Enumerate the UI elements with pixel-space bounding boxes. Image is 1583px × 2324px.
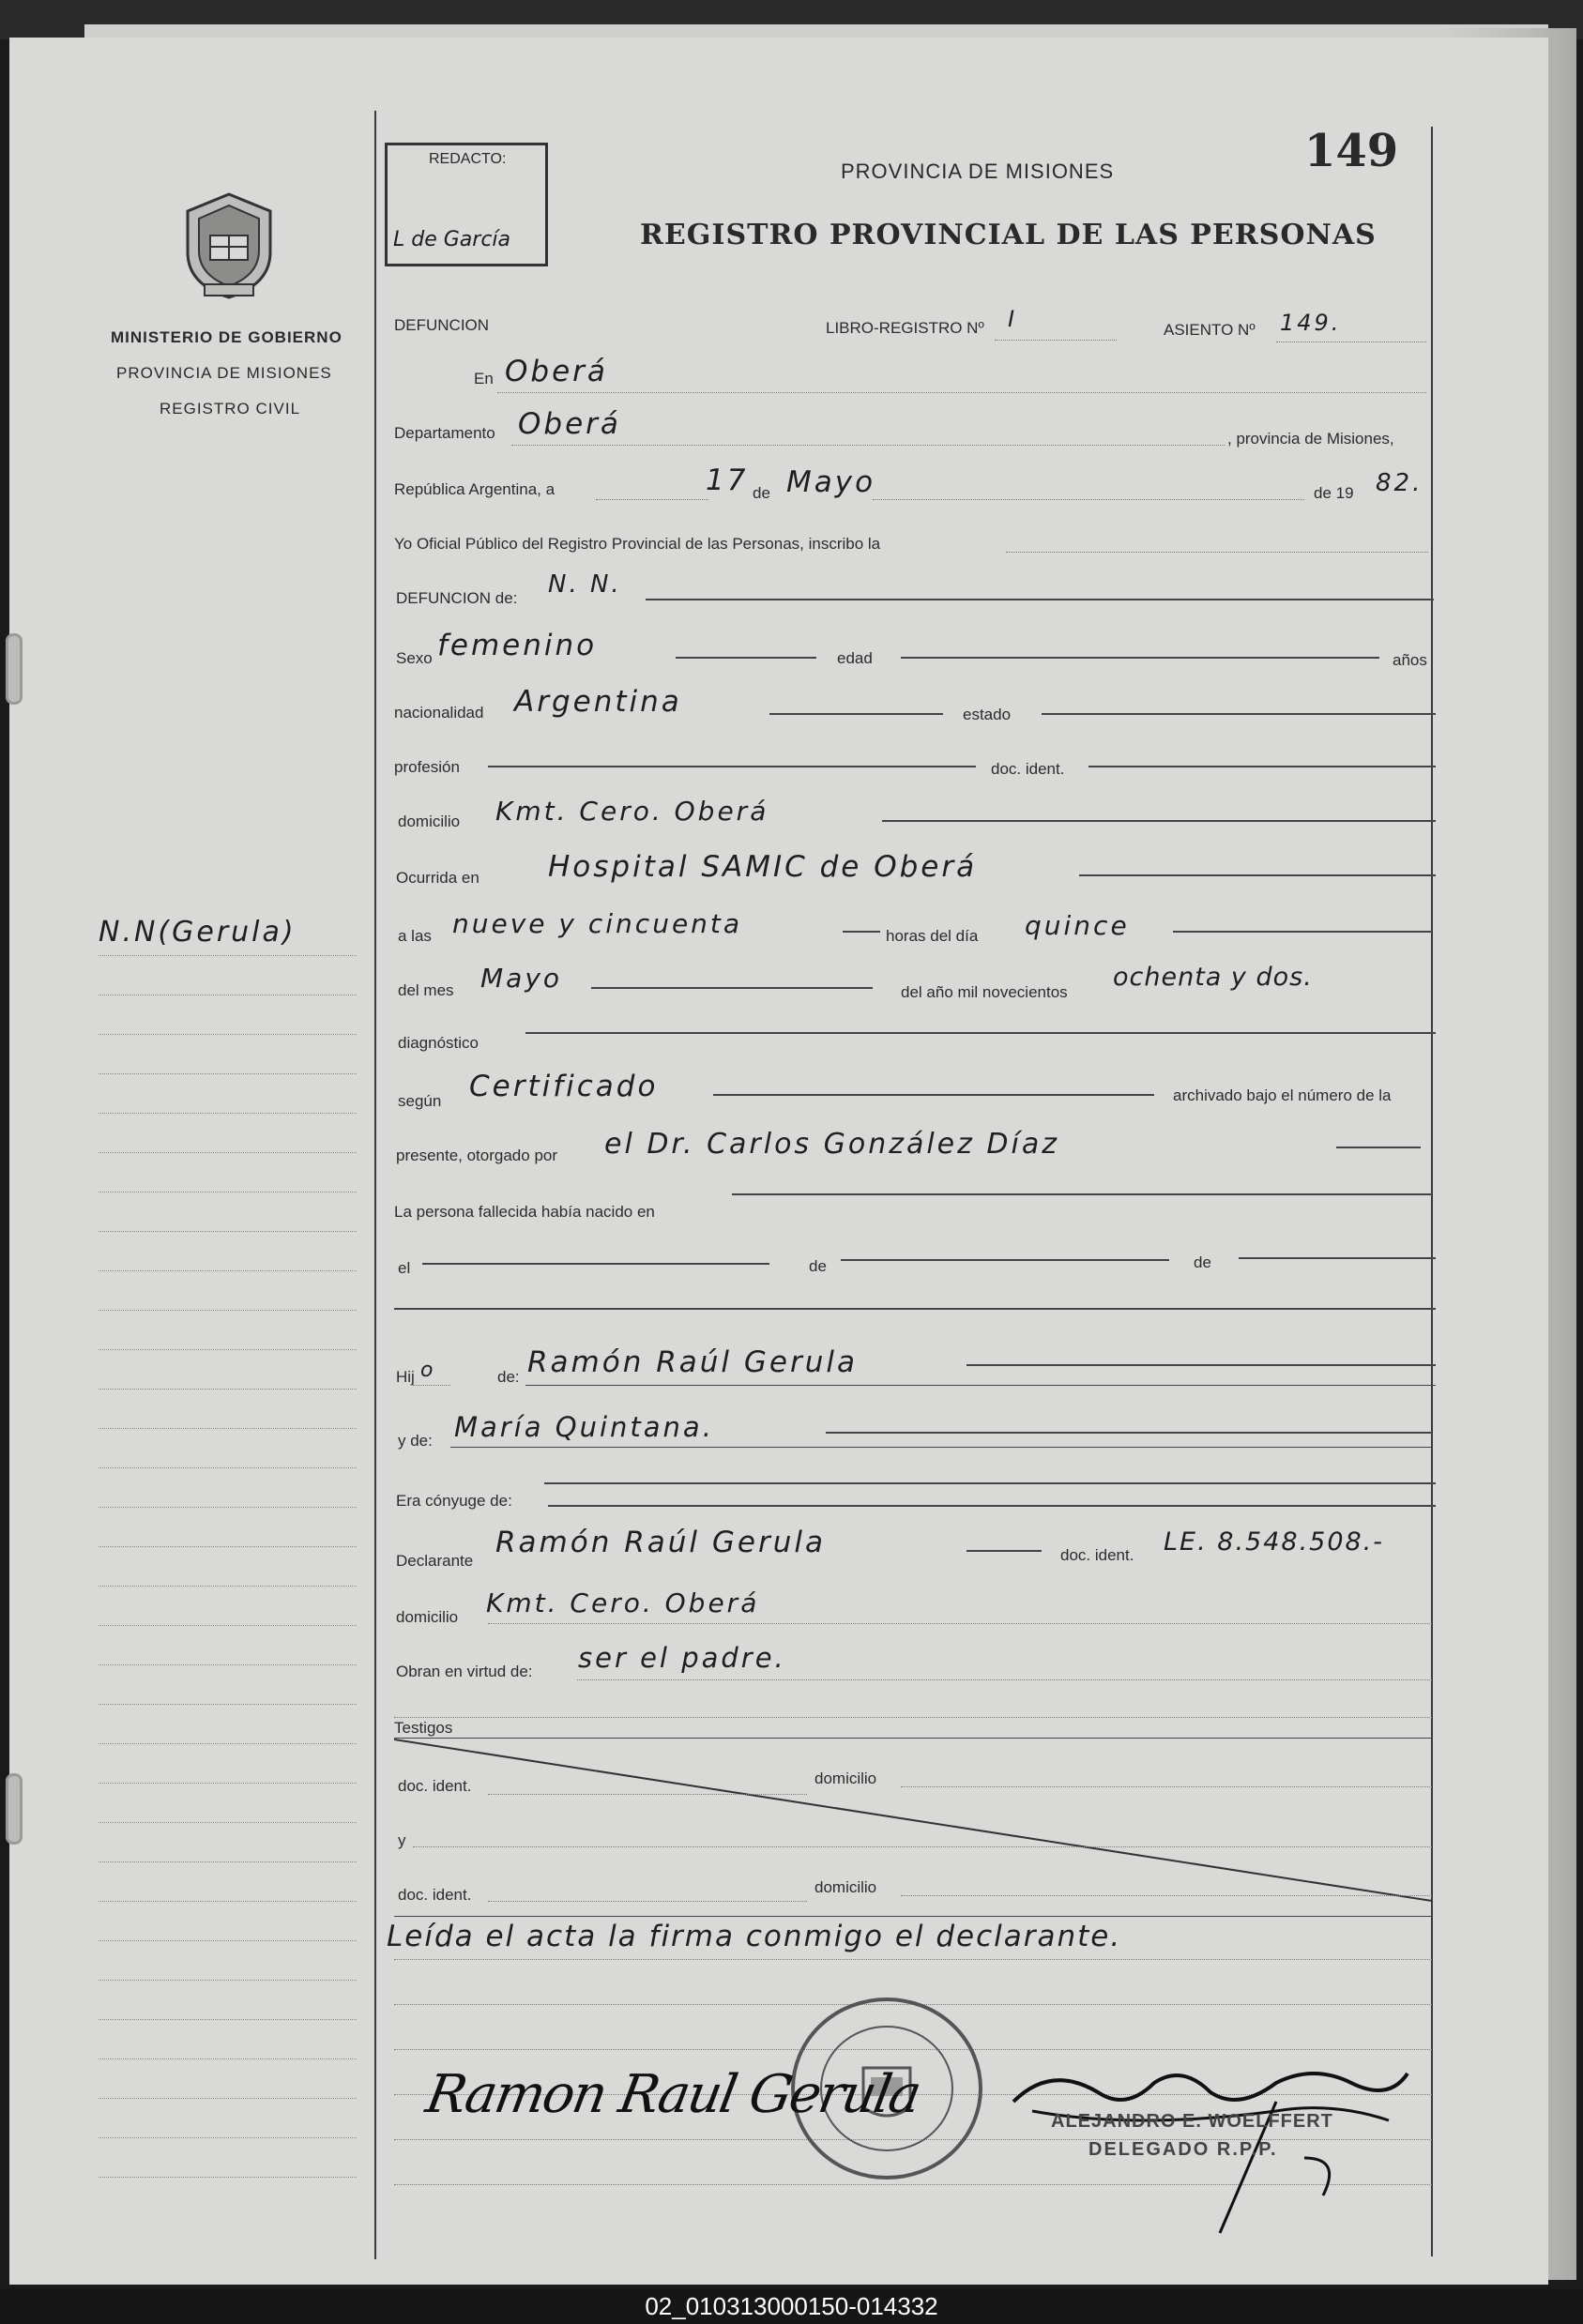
margin-line (99, 1507, 357, 1508)
mes-value: Mayo (786, 465, 876, 499)
field-line (596, 499, 708, 500)
margin-line (99, 2177, 357, 2178)
libro-value: I (1008, 306, 1018, 332)
defuncion-de-label: DEFUNCION de: (396, 589, 518, 607)
page-number: 149 (1304, 125, 1399, 177)
del-anio-value: ochenta y dos. (1113, 963, 1313, 992)
closing-text: Leída el acta la firma conmigo el declarante. (387, 1920, 1122, 1953)
margin-line (99, 1901, 357, 1902)
oficial-text: Yo Oficial Público del Registro Provincial de las Personas, inscribo la (394, 535, 881, 553)
field-line (488, 766, 976, 767)
a-las-label: a las (398, 927, 432, 945)
en-label: En (474, 370, 494, 387)
field-line (488, 1623, 1432, 1624)
field-line (1173, 931, 1432, 933)
presente-label: presente, otorgado por (396, 1147, 558, 1164)
decl-domicilio-label: domicilio (396, 1608, 459, 1626)
redacto-box (385, 143, 548, 266)
field-line (413, 1385, 450, 1386)
margin-line (99, 1270, 357, 1271)
margin-line (99, 1310, 357, 1311)
domicilio-label: domicilio (398, 813, 461, 830)
field-line (422, 1263, 769, 1265)
field-line (1336, 1147, 1421, 1148)
archivado-label: archivado bajo el número de la (1173, 1086, 1392, 1104)
field-line (882, 820, 1436, 822)
margin-line (99, 1389, 357, 1390)
margin-line (99, 1231, 357, 1232)
field-line (843, 931, 880, 933)
declarante-label: Declarante (396, 1552, 474, 1570)
redacto-label: REDACTO: (429, 151, 507, 167)
margin-line (99, 1349, 357, 1350)
edad-label: edad (837, 649, 873, 667)
profesion-label: profesión (394, 758, 460, 776)
declarante-signature: Ramon Raul Gerula (421, 2064, 924, 2125)
horas-value: quince (1025, 910, 1130, 941)
provincia-suffix: , provincia de Misiones, (1227, 430, 1394, 448)
field-line (873, 499, 1304, 500)
del-anio-label: del año mil novecientos (901, 983, 1068, 1001)
field-line (488, 1901, 807, 1902)
registry-heading: REGISTRO PROVINCIAL DE LAS PERSONAS (640, 219, 1377, 251)
y-de-value: María Quintana. (454, 1411, 714, 1443)
form-left-border (374, 111, 376, 2259)
field-line (995, 340, 1117, 341)
de-a-label: de (809, 1257, 827, 1275)
del-mes-value: Mayo (480, 963, 563, 994)
segun-value: Certificado (469, 1070, 659, 1103)
dia-value: 17 (706, 463, 749, 497)
sexo-label: Sexo (396, 649, 433, 667)
margin-line (99, 1783, 357, 1784)
t-dom1-label: domicilio (814, 1770, 877, 1787)
horas-label: horas del día (886, 927, 979, 945)
field-line (511, 445, 1225, 446)
coat-of-arms-icon (176, 190, 282, 301)
margin-line (99, 1546, 357, 1547)
declarante-doc-label: doc. ident. (1060, 1546, 1134, 1564)
estado-label: estado (963, 706, 1012, 723)
field-line (646, 599, 1434, 600)
field-line (967, 1550, 1042, 1552)
margin-line (99, 1743, 357, 1744)
nacionalidad-value: Argentina (514, 685, 682, 719)
margin-line (99, 2098, 357, 2099)
ocurrida-value: Hospital SAMIC de Oberá (548, 850, 978, 884)
margin-note: N.N(Gerula) (99, 916, 297, 949)
field-line (1239, 1257, 1436, 1259)
departamento-value: Oberá (518, 407, 621, 441)
conyuge-label: Era cónyuge de: (396, 1492, 512, 1510)
field-line (525, 1385, 1436, 1386)
margin-line (99, 1586, 357, 1587)
domicilio-value: Kmt. Cero. Oberá (495, 796, 769, 827)
field-line (1088, 766, 1436, 767)
t-doc1-label: doc. ident. (398, 1777, 472, 1795)
anios-label: años (1393, 651, 1427, 669)
registry-label: REGISTRO CIVIL (160, 400, 301, 418)
asiento-label: ASIENTO Nº (1164, 321, 1256, 339)
de-label: de (753, 484, 770, 502)
defuncion-label: DEFUNCION (394, 316, 490, 334)
hijo-value: Ramón Raúl Gerula (527, 1345, 858, 1379)
hijo-de-label: de: (497, 1368, 520, 1386)
margin-line (99, 1940, 357, 1941)
margin-line (99, 1073, 357, 1074)
testigos-label: Testigos (394, 1719, 453, 1737)
margin-line (99, 1152, 357, 1153)
margin-line (99, 1664, 357, 1665)
redacto-value: L de García (393, 228, 511, 251)
field-line (841, 1259, 1169, 1261)
declarante-doc-value: LE. 8.548.508.- (1164, 1527, 1385, 1557)
binder-ring (0, 633, 21, 699)
t-doc2-label: doc. ident. (398, 1886, 472, 1904)
field-line (1006, 552, 1428, 553)
nacido-label: La persona fallecida había nacido en (394, 1203, 655, 1221)
del-mes-label: del mes (398, 981, 454, 999)
margin-line (99, 2137, 357, 2138)
margin-line (99, 1822, 357, 1823)
de-b-label: de (1194, 1253, 1211, 1271)
official-role: DELEGADO R.P.P. (1088, 2139, 1278, 2160)
presente-value: el Dr. Carlos González Díaz (604, 1128, 1059, 1161)
field-line (901, 1786, 1432, 1787)
field-line (676, 657, 816, 659)
field-line (544, 1482, 1436, 1484)
field-line (394, 1916, 1432, 1917)
field-line (394, 1959, 1432, 1960)
libro-label: LIBRO-REGISTRO Nº (826, 319, 984, 337)
field-line (713, 1094, 1154, 1096)
field-line (488, 1794, 807, 1795)
ministry-label: MINISTERIO DE GOBIERNO (111, 328, 342, 346)
field-line (497, 392, 1426, 393)
field-line (394, 1717, 1432, 1718)
form-right-border (1431, 127, 1433, 2256)
departamento-label: Departamento (394, 424, 495, 442)
republica-label: República Argentina, a (394, 480, 556, 498)
margin-line (99, 1428, 357, 1429)
field-line (577, 1679, 1432, 1680)
ocurrida-label: Ocurrida en (396, 869, 479, 887)
province-heading: PROVINCIA DE MISIONES (841, 159, 1115, 183)
margin-line (99, 1980, 357, 1981)
field-line (967, 1364, 1436, 1366)
image-id: 02_010313000150-014332 (0, 2289, 1583, 2324)
diagnostico-label: diagnóstico (398, 1034, 479, 1052)
field-line (548, 1505, 1436, 1507)
field-line (901, 1895, 1432, 1896)
segun-label: según (398, 1092, 442, 1110)
field-line (394, 1308, 1436, 1310)
field-line (769, 713, 943, 715)
margin-line (99, 1034, 357, 1035)
anio-value: 82. (1376, 469, 1423, 497)
a-las-value: nueve y cincuenta (452, 908, 743, 939)
doc-ident-label: doc. ident. (991, 760, 1065, 778)
de-19-label: de 19 (1314, 484, 1354, 502)
obran-label: Obran en virtud de: (396, 1663, 533, 1680)
en-value: Oberá (505, 355, 608, 388)
margin-line (99, 2019, 357, 2020)
margin-line (99, 1704, 357, 1705)
hijo-suffix: o (420, 1359, 436, 1382)
field-line (413, 1846, 1432, 1847)
margin-line (99, 955, 357, 956)
province-label: PROVINCIA DE MISIONES (116, 364, 332, 382)
asiento-value: 149. (1280, 310, 1342, 336)
t-dom2-label: domicilio (814, 1878, 877, 1896)
field-line (732, 1193, 1432, 1195)
field-line (1079, 874, 1436, 876)
decl-domicilio-value: Kmt. Cero. Oberá (486, 1587, 760, 1618)
margin-line (99, 1625, 357, 1626)
margin-line (99, 1467, 357, 1468)
nacionalidad-label: nacionalidad (394, 704, 484, 722)
margin-line (99, 1113, 357, 1114)
field-line (1042, 713, 1436, 715)
binder-ring (0, 1773, 21, 1839)
official-name: ALEJANDRO E. WOELFFERT (1051, 2111, 1333, 2132)
testigos-cross-line (394, 1732, 1432, 1920)
margin-line (99, 1861, 357, 1862)
sexo-value: femenino (437, 629, 598, 662)
field-line (450, 1447, 1432, 1448)
declarante-value: Ramón Raúl Gerula (495, 1526, 826, 1559)
obran-value: ser el padre. (578, 1642, 786, 1674)
defuncion-de-value: N. N. (548, 570, 622, 599)
field-line (901, 657, 1379, 659)
y-de-label: y de: (398, 1432, 433, 1450)
field-line (826, 1432, 1432, 1434)
hijo-label: Hij (396, 1368, 415, 1386)
field-line (591, 987, 873, 989)
el-label: el (398, 1259, 411, 1277)
field-line (525, 1032, 1436, 1034)
t-y-label: y (398, 1831, 406, 1849)
margin-line (99, 2058, 357, 2059)
